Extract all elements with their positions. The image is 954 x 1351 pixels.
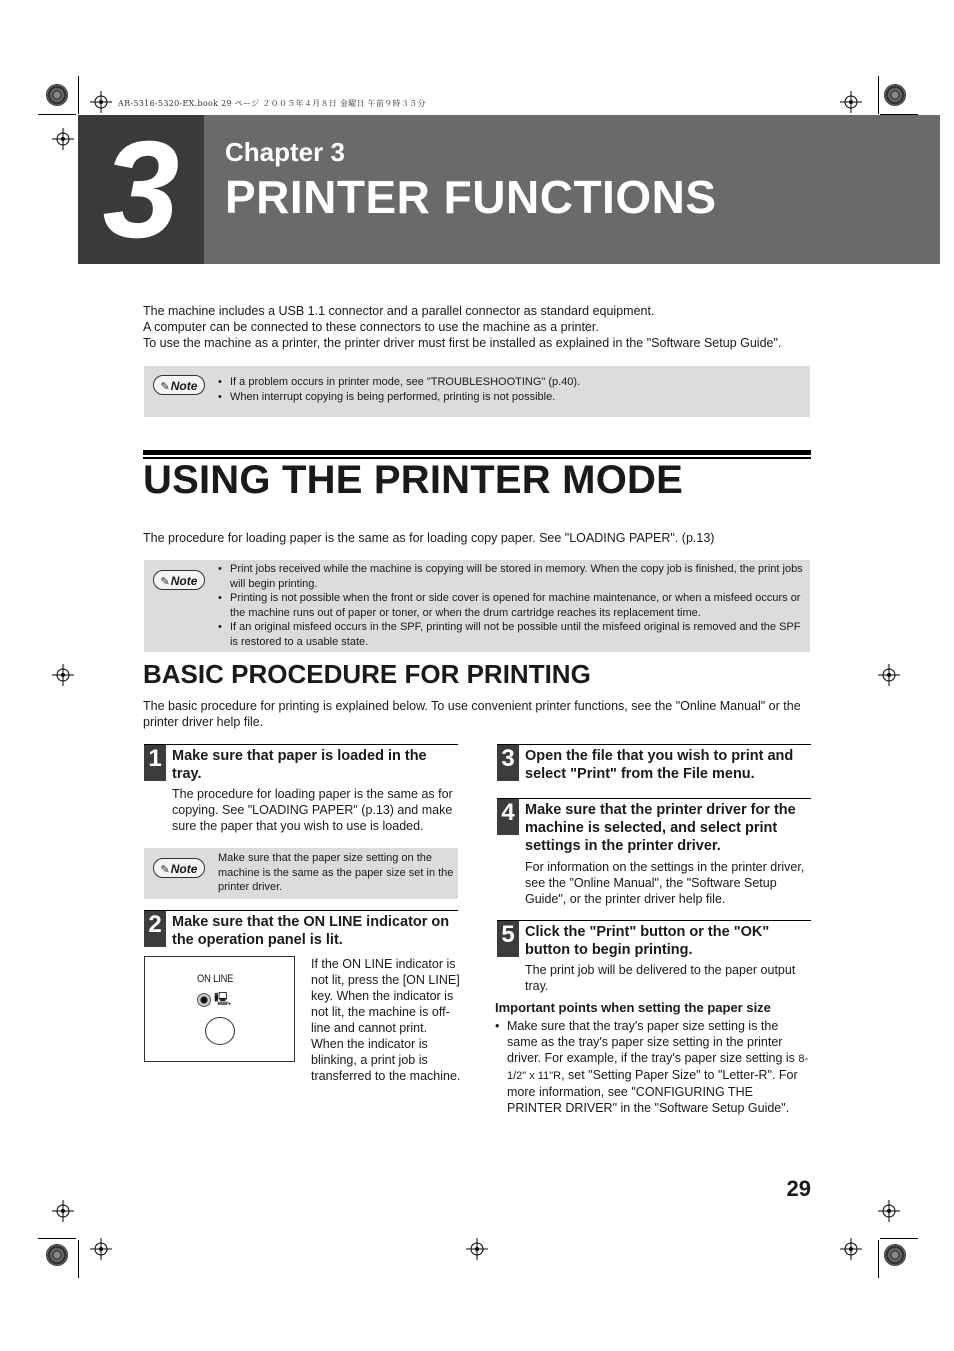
- chapter-number: 3: [102, 113, 180, 267]
- note-box: [144, 366, 810, 417]
- subsection-title: BASIC PROCEDURE FOR PRINTING: [143, 659, 591, 689]
- crosshair-icon: [52, 128, 74, 150]
- step-title: Open the file that you wish to print and select "Print" from the File menu.: [525, 748, 794, 782]
- section-title: USING THE PRINTER MODE: [143, 458, 683, 502]
- registration-dot-icon: [46, 84, 68, 106]
- step-number: 3: [497, 745, 519, 781]
- step-title: Click the "Print" button or the "OK" button to begin printing.: [525, 924, 770, 958]
- pencil-icon: ✎: [160, 381, 170, 393]
- step-number: 4: [497, 799, 519, 835]
- chapter-label: Chapter 3: [225, 137, 345, 167]
- step-body: If the ON LINE indicator is not lit, press the [ON LINE] key. When the indicator is not lit, the machine is off-line and cannot print. When the indicator is blinking, a print job is transferred to the machine.: [311, 957, 461, 1083]
- print-info: AR-5316-5320-EX.book 29 ページ ２００５年４月８日 金曜日 午前９時３５分: [118, 99, 426, 108]
- step-title: Make sure that the printer driver for the machine is selected, and select print settings in the printer driver.: [525, 802, 796, 854]
- step-4: [497, 798, 811, 857]
- important-list: [495, 1018, 811, 1116]
- crosshair-icon: [52, 1200, 74, 1222]
- subsection-description: The basic procedure for printing is explained below. To use convenient printer functions, see the "Online Manual" or the printer driver help file.: [143, 699, 801, 729]
- step-1: [144, 744, 458, 785]
- crosshair-icon: [840, 1238, 862, 1260]
- intro-text: [143, 303, 823, 351]
- intro-line: The machine includes a USB 1.1 connector and a parallel connector as standard equipment.: [143, 304, 655, 318]
- step-3: [497, 744, 811, 785]
- online-key-icon: [205, 1017, 235, 1045]
- important-item: • Make sure that the tray's paper size setting is the same as the tray's paper size setting in the printer driver. For example, if the tray's paper size setting is 8-1/2" x 11"R, set "Setting Paper Size" to "Letter-R". For more information, see "CONFIGURING THE PRINTER DRIVER" in the "Software Setup Guide".: [495, 1018, 811, 1116]
- operation-panel-illustration: [144, 956, 295, 1062]
- note-item: • Print jobs received while the machine is copying will be stored in memory. When the copy job is finished, the print jobs will begin printing.: [218, 562, 806, 591]
- crosshair-icon: [90, 1238, 112, 1260]
- note-badge: ✎Note: [153, 570, 205, 590]
- registration-dot-icon: [884, 1244, 906, 1266]
- note-badge: ✎Note: [153, 375, 205, 395]
- note-box: [144, 848, 458, 899]
- registration-dot-icon: [884, 84, 906, 106]
- note-item: • If a problem occurs in printer mode, see "TROUBLESHOOTING" (p.40).: [218, 375, 798, 390]
- crosshair-icon: [466, 1238, 488, 1260]
- step-title: Make sure that the ON LINE indicator on the operation panel is lit.: [172, 914, 450, 948]
- note-list: [218, 375, 798, 404]
- pencil-icon: ✎: [160, 864, 170, 876]
- registration-dot-icon: [46, 1244, 68, 1266]
- chapter-title: PRINTER FUNCTIONS: [225, 171, 717, 223]
- step-2: [144, 910, 458, 951]
- section-description: The procedure for loading paper is the same as for loading copy paper. See "LOADING PAPER". (p.13): [143, 531, 715, 545]
- note-badge: ✎Note: [153, 858, 205, 878]
- step-body: For information on the settings in the printer driver, see the "Online Manual", the "Software Setup Guide", or the printer driver help file.: [525, 860, 805, 906]
- step-number: 1: [144, 745, 166, 781]
- section-rule: [143, 450, 811, 455]
- intro-line: To use the machine as a printer, the printer driver must first be installed as explained in the "Software Setup Guide".: [143, 336, 782, 350]
- crosshair-icon: [878, 1200, 900, 1222]
- page-number: 29: [786, 1176, 811, 1201]
- intro-line: A computer can be connected to these connectors to use the machine as a printer.: [143, 320, 599, 334]
- note-text: Make sure that the paper size setting on the machine is the same as the paper size set in the printer driver.: [218, 852, 454, 893]
- online-indicator-icon: [197, 993, 211, 1007]
- pencil-icon: ✎: [160, 576, 170, 588]
- important-heading: Important points when setting the paper size: [495, 1000, 771, 1015]
- step-body: The print job will be delivered to the paper output tray.: [525, 963, 796, 993]
- crosshair-icon: [878, 664, 900, 686]
- note-item: • Printing is not possible when the front or side cover is opened for machine maintenance, or when a misfeed occurs or the machine runs out of paper or toner, or when the drum cartridge reaches its replacement time.: [218, 591, 806, 620]
- crosshair-icon: [840, 91, 862, 113]
- step-title: Make sure that paper is loaded in the tray.: [172, 748, 427, 782]
- step-number: 2: [144, 911, 166, 947]
- panel-label: ON LINE: [197, 973, 234, 985]
- note-item: • If an original misfeed occurs in the SPF, printing will not be possible until the misfeed original is removed and the SPF is restored to a usable state.: [218, 620, 806, 649]
- crosshair-icon: [90, 91, 112, 113]
- step-body: The procedure for loading paper is the same as for copying. See "LOADING PAPER" (p.13) and make sure the paper that you wish to use is loaded.: [172, 787, 453, 833]
- computer-icon: 🖳: [214, 991, 232, 1006]
- note-list: [218, 562, 806, 649]
- note-box: [144, 560, 810, 652]
- step-number: 5: [497, 921, 519, 957]
- crosshair-icon: [52, 664, 74, 686]
- step-5: [497, 920, 811, 961]
- note-item: • When interrupt copying is being performed, printing is not possible.: [218, 390, 798, 405]
